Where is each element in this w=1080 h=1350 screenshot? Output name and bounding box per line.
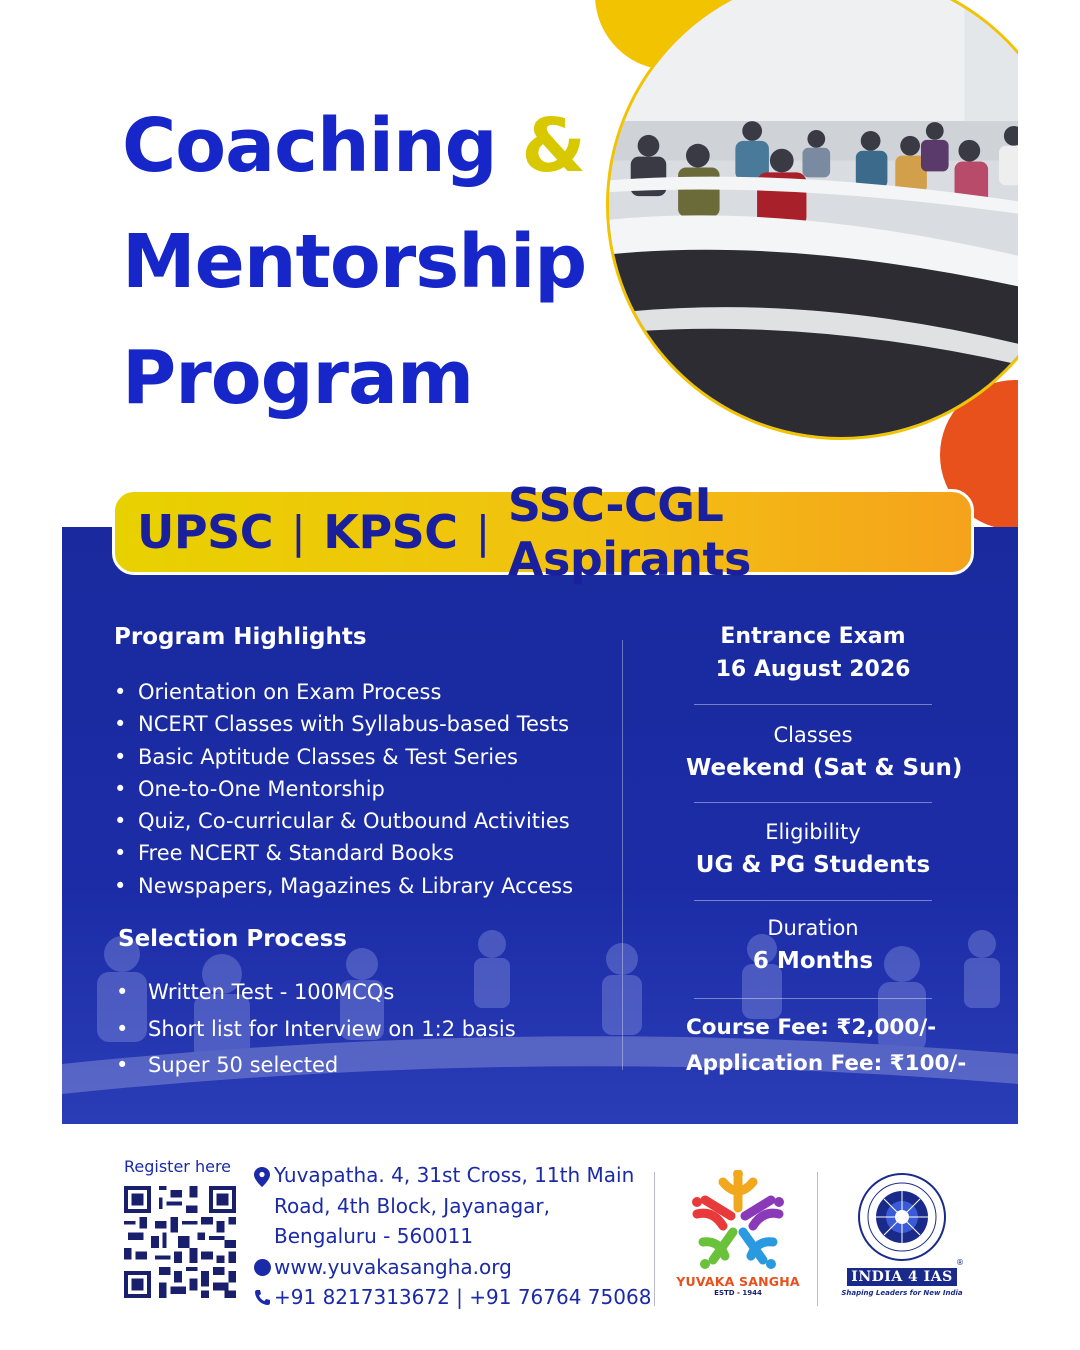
- footer-divider: [817, 1172, 818, 1306]
- website-row: [250, 1252, 651, 1283]
- duration-value: 6 Months: [752, 948, 874, 974]
- yuvaka-sangha-estd: ESTD - 1944: [714, 1289, 762, 1297]
- entrance-exam-info: [686, 620, 940, 686]
- india4ias-tagline: Shaping Leaders for New India: [841, 1289, 963, 1297]
- info-divider: [694, 900, 932, 901]
- exam-banner: [112, 478, 974, 586]
- info-divider: [694, 704, 932, 705]
- address-row: [250, 1160, 651, 1191]
- contact-block: [250, 1160, 651, 1313]
- phone-numbers[interactable]: +91 8217313672 | +91 76764 75068: [274, 1285, 652, 1309]
- phone-icon: [250, 1282, 274, 1306]
- info-divider: [694, 998, 932, 999]
- banner-upsc: UPSC: [137, 505, 273, 559]
- banner-kpsc: KPSC: [323, 505, 458, 559]
- yuvaka-sangha-logo: [676, 1170, 800, 1308]
- globe-icon: [250, 1252, 274, 1276]
- highlights-heading: Program Highlights: [114, 624, 367, 650]
- list-item: • Quiz, Co-curricular & Outbound Activities: [114, 805, 573, 837]
- address-line-2: Road, 4th Block, Jayanagar,: [274, 1193, 551, 1218]
- register-qr-code[interactable]: [124, 1186, 236, 1298]
- selection-list: [116, 974, 516, 1084]
- application-fee: Application Fee: ₹100/-: [686, 1051, 967, 1076]
- list-item: • Orientation on Exam Process: [114, 676, 573, 708]
- footer-divider: [654, 1172, 655, 1306]
- program-title: [122, 88, 586, 436]
- banner-separator: |: [475, 506, 490, 558]
- location-pin-icon: [250, 1160, 274, 1187]
- address-line-1: Yuvapatha. 4, 31st Cross, 11th Main: [274, 1163, 635, 1187]
- info-divider: [694, 802, 932, 803]
- list-item: • Free NCERT & Standard Books: [114, 837, 573, 869]
- list-item: • Newspapers, Magazines & Library Access: [114, 870, 573, 902]
- eligibility-value: UG & PG Students: [695, 852, 931, 878]
- banner-ssc-cgl: SSC-CGL Aspirants: [507, 478, 751, 586]
- classes-label: Classes: [773, 723, 853, 747]
- list-item: • Written Test - 100MCQs: [116, 974, 516, 1011]
- eligibility-label: Eligibility: [765, 820, 861, 844]
- phone-row: [250, 1282, 651, 1313]
- entrance-exam-label: Entrance Exam: [720, 624, 906, 649]
- india4ias-name: INDIA 4 IAS: [847, 1268, 956, 1286]
- duration-label: Duration: [767, 916, 859, 940]
- registered-mark: ®: [956, 1258, 964, 1267]
- eligibility-info: [686, 816, 940, 882]
- entrance-exam-date: 16 August 2026: [715, 657, 911, 682]
- classroom-photo: [606, 0, 1076, 440]
- register-label: Register here: [124, 1157, 232, 1176]
- yuvaka-sangha-name: YUVAKA SANGHA: [676, 1274, 800, 1289]
- india4ias-logo: [834, 1172, 970, 1308]
- title-ampersand: &: [521, 103, 585, 189]
- classes-value: Weekend (Sat & Sun): [686, 755, 963, 781]
- duration-info: [686, 912, 940, 978]
- website-link[interactable]: www.yuvakasangha.org: [274, 1254, 512, 1279]
- classes-info: [686, 719, 963, 785]
- yuvaka-sangha-emblem: [683, 1170, 793, 1270]
- selection-heading: Selection Process: [118, 926, 347, 952]
- title-word-coaching: Coaching: [122, 103, 497, 189]
- list-item: • Basic Aptitude Classes & Test Series: [114, 741, 573, 773]
- column-divider: [622, 640, 623, 1070]
- highlights-list: [114, 676, 573, 902]
- banner-separator: |: [290, 506, 306, 558]
- india4ias-emblem: [857, 1172, 947, 1262]
- list-item: • NCERT Classes with Syllabus-based Tests: [114, 708, 573, 740]
- title-word-mentorship: Mentorship: [122, 219, 587, 305]
- title-word-program: Program: [122, 335, 474, 421]
- list-item: • Super 50 selected: [116, 1047, 516, 1084]
- course-fee: Course Fee: ₹2,000/-: [686, 1015, 937, 1040]
- list-item: • One-to-One Mentorship: [114, 773, 573, 805]
- list-item: • Short list for Interview on 1:2 basis: [116, 1011, 516, 1048]
- right-margin: [1018, 0, 1080, 1350]
- address-line-3: Bengaluru - 560011: [274, 1224, 474, 1248]
